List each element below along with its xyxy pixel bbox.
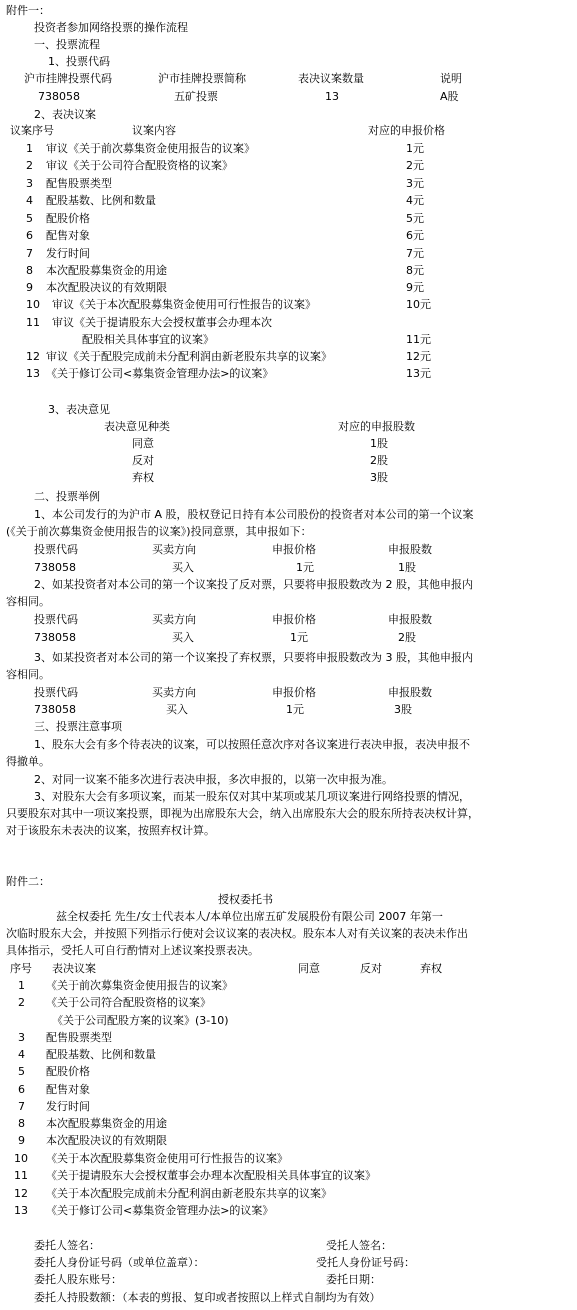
header-vote-code: 沪市挂牌投票代码 [24, 72, 112, 85]
proxy-proposal: 《关于修订公司<募集资金管理办法>的议案》 [46, 1204, 274, 1217]
note1-text: 1、股东大会有多个待表决的议案，可以按照任意次序对各议案进行表决申报，表决申报不 [34, 738, 470, 751]
note3-text-continued: 对于该股东未表决的议案，按照弃权计算。 [6, 824, 215, 837]
cell-price: 1元 [286, 703, 304, 716]
header-vote-code: 投票代码 [34, 543, 78, 556]
proxy-paragraph-continued: 次临时股东大会，并按照下列指示行使对会议议案的表决权。股东本人对有关议案的表决未作出 [6, 927, 468, 940]
opinion-shares: 1股 [370, 437, 388, 450]
proposal-no: 13 [26, 367, 40, 380]
proxy-no: 9 [18, 1134, 25, 1147]
principal-account-label: 委托人股东账号： [34, 1273, 122, 1286]
header-shares: 申报股数 [388, 543, 432, 556]
proxy-title: 授权委托书 [218, 893, 273, 906]
proposal-content: 配售对象 [46, 229, 90, 242]
proxy-no: 10 [14, 1152, 28, 1165]
proposal-price: 1元 [406, 142, 424, 155]
proposal-no: 1 [26, 142, 33, 155]
header-proposal: 表决议案 [52, 962, 96, 975]
proxy-proposal: 发行时间 [46, 1100, 90, 1113]
proposal-no: 11 [26, 316, 40, 329]
cell-shares: 3股 [394, 703, 412, 716]
opinion-type: 反对 [132, 454, 154, 467]
proposal-content: 审议《关于本次配股募集资金使用可行性报告的议案》 [52, 298, 316, 311]
header-proposal-content: 议案内容 [132, 124, 176, 137]
header-price: 申报价格 [272, 543, 316, 556]
cell-price: 1元 [296, 561, 314, 574]
proposal-content: 审议《关于提请股东大会授权董事会办理本次 [52, 316, 272, 329]
agent-signature-label: 受托人签名： [326, 1239, 392, 1252]
header-approve: 同意 [298, 962, 320, 975]
proxy-no: 6 [18, 1083, 25, 1096]
opinion-shares: 3股 [370, 471, 388, 484]
agent-id-label: 受托人身份证号码： [316, 1256, 415, 1269]
proposal-price: 7元 [406, 247, 424, 260]
proxy-proposal: 《关于前次募集资金使用报告的议案》 [46, 979, 233, 992]
proposal-content: 本次配股决议的有效期限 [46, 281, 167, 294]
header-vote-code: 投票代码 [34, 686, 78, 699]
header-proposal-no: 议案序号 [10, 124, 54, 137]
proxy-proposal: 《关于公司符合配股资格的议案》 [46, 996, 211, 1009]
proposal-content: 本次配股募集资金的用途 [46, 264, 167, 277]
proposal-no: 7 [26, 247, 33, 260]
proxy-no: 2 [18, 996, 25, 1009]
shareholding-note: 委托人持股数额：（本表的剪报、复印或者按照以上样式自制均为有效） [34, 1291, 381, 1304]
vote-code-value: 738058 [38, 90, 80, 103]
section3-heading: 三、投票注意事项 [34, 720, 122, 733]
proxy-date-label: 委托日期： [326, 1273, 381, 1286]
proxy-no: 11 [14, 1169, 28, 1182]
cell-shares: 1股 [398, 561, 416, 574]
attachment1-title: 投资者参加网络投票的操作流程 [34, 21, 188, 34]
proxy-proposal: 《关于公司配股方案的议案》(3-10) [52, 1014, 229, 1027]
cell-direction: 买入 [172, 561, 194, 574]
note1-text-continued: 得撤单。 [6, 755, 50, 768]
example1-text: 1、本公司发行的为沪市 A 股，股权登记日持有本公司股份的投资者对本公司的第一个议案 [34, 508, 474, 521]
subsection-proposals: 2、表决议案 [34, 108, 96, 121]
vote-short-name-value: 五矿投票 [174, 90, 218, 103]
principal-id-label: 委托人身份证号码（或单位盖章）： [34, 1256, 205, 1269]
proxy-paragraph: 兹全权委托 先生/女士代表本人/本单位出席五矿发展股份有限公司 2007 年第一 [56, 910, 443, 923]
proposal-no: 4 [26, 194, 33, 207]
proposal-content: 配股价格 [46, 212, 90, 225]
header-vote-code: 投票代码 [34, 613, 78, 626]
proxy-no: 8 [18, 1117, 25, 1130]
proxy-proposal: 配售对象 [46, 1083, 90, 1096]
header-vote-short-name: 沪市挂牌投票简称 [158, 72, 246, 85]
header-direction: 买卖方向 [152, 613, 196, 626]
cell-shares: 2股 [398, 631, 416, 644]
attachment2-heading: 附件二： [6, 875, 50, 888]
cell-price: 1元 [290, 631, 308, 644]
section2-heading: 二、投票举例 [34, 490, 100, 503]
opinion-type: 弃权 [132, 471, 154, 484]
proposal-price: 3元 [406, 177, 424, 190]
proposal-no: 5 [26, 212, 33, 225]
principal-signature-label: 委托人签名： [34, 1239, 100, 1252]
proxy-proposal: 本次配股决议的有效期限 [46, 1134, 167, 1147]
cell-vote-code: 738058 [34, 561, 76, 574]
proposal-price: 4元 [406, 194, 424, 207]
proposal-content: 《关于修订公司<募集资金管理办法>的议案》 [46, 367, 274, 380]
header-proposal-count: 表决议案数量 [298, 72, 364, 85]
proxy-no: 3 [18, 1031, 25, 1044]
attachment1-heading: 附件一： [6, 4, 50, 17]
proxy-proposal: 配股价格 [46, 1065, 90, 1078]
proposal-price: 5元 [406, 212, 424, 225]
header-direction: 买卖方向 [152, 543, 196, 556]
header-oppose: 反对 [360, 962, 382, 975]
proxy-proposal: 配股基数、比例和数量 [46, 1048, 156, 1061]
proxy-no: 1 [18, 979, 25, 992]
proposal-count-value: 13 [325, 90, 339, 103]
proxy-no: 7 [18, 1100, 25, 1113]
header-direction: 买卖方向 [152, 686, 196, 699]
example2-text: 2、如某投资者对本公司的第一个议案投了反对票，只要将申报股数改为 2 股，其他申报内 [34, 578, 473, 591]
proposal-price: 2元 [406, 159, 424, 172]
header-abstain: 弃权 [420, 962, 442, 975]
subsection-opinions: 3、表决意见 [48, 403, 110, 416]
note3-text: 3、对股东大会有多项议案，而某一股东仅对其中某项或某几项议案进行网络投票的情况， [34, 790, 470, 803]
proposal-price: 9元 [406, 281, 424, 294]
subsection-vote-code: 1、投票代码 [48, 55, 110, 68]
proposal-content-continued: 配股相关具体事宜的议案》 [82, 333, 214, 346]
proposal-no: 12 [26, 350, 40, 363]
proposal-content: 发行时间 [46, 247, 90, 260]
proxy-no: 5 [18, 1065, 25, 1078]
header-price: 申报价格 [272, 613, 316, 626]
cell-vote-code: 738058 [34, 703, 76, 716]
proposal-no: 2 [26, 159, 33, 172]
proxy-proposal: 配售股票类型 [46, 1031, 112, 1044]
header-price: 对应的申报价格 [368, 124, 445, 137]
cell-direction: 买入 [172, 631, 194, 644]
opinion-type: 同意 [132, 437, 154, 450]
proxy-proposal: 《关于本次配股募集资金使用可行性报告的议案》 [46, 1152, 288, 1165]
proposal-no: 10 [26, 298, 40, 311]
proposal-no: 6 [26, 229, 33, 242]
opinion-shares: 2股 [370, 454, 388, 467]
proxy-proposal: 《关于提请股东大会授权董事会办理本次配股相关具体事宜的议案》 [46, 1169, 376, 1182]
description-value: A股 [440, 90, 459, 103]
proxy-no: 4 [18, 1048, 25, 1061]
proposal-price: 10元 [406, 298, 431, 311]
proposal-no: 9 [26, 281, 33, 294]
header-opinion-type: 表决意见种类 [104, 420, 170, 433]
proposal-content: 审议《关于配股完成前未分配利润由新老股东共享的议案》 [46, 350, 332, 363]
header-shares: 申报股数 [388, 686, 432, 699]
proposal-content: 审议《关于前次募集资金使用报告的议案》 [46, 142, 255, 155]
proxy-proposal: 本次配股募集资金的用途 [46, 1117, 167, 1130]
proposal-price: 6元 [406, 229, 424, 242]
proposal-price: 13元 [406, 367, 431, 380]
proxy-no: 12 [14, 1187, 28, 1200]
proposal-price: 11元 [406, 333, 431, 346]
note3-text-continued: 只要股东对其中一项议案投票，即视为出席股东大会，纳入出席股东大会的股东所持表决权计算， [6, 807, 479, 820]
cell-vote-code: 738058 [34, 631, 76, 644]
proposal-no: 8 [26, 264, 33, 277]
proposal-content: 配股基数、比例和数量 [46, 194, 156, 207]
proposal-no: 3 [26, 177, 33, 190]
proxy-no: 13 [14, 1204, 28, 1217]
proxy-proposal: 《关于本次配股完成前未分配利润由新老股东共享的议案》 [46, 1187, 332, 1200]
header-price: 申报价格 [272, 686, 316, 699]
proposal-content: 配售股票类型 [46, 177, 112, 190]
header-opinion-shares: 对应的申报股数 [338, 420, 415, 433]
proposal-content: 审议《关于公司符合配股资格的议案》 [46, 159, 233, 172]
example2-text-continued: 容相同。 [6, 595, 50, 608]
proposal-price: 12元 [406, 350, 431, 363]
section1-heading: 一、投票流程 [34, 38, 100, 51]
proxy-paragraph-continued: 具体指示，受托人可自行酌情对上述议案投票表决。 [6, 944, 259, 957]
proposal-price: 8元 [406, 264, 424, 277]
header-shares: 申报股数 [388, 613, 432, 626]
header-no: 序号 [10, 962, 32, 975]
example3-text: 3、如某投资者对本公司的第一个议案投了弃权票，只要将申报股数改为 3 股，其他申报内 [34, 651, 473, 664]
example3-text-continued: 容相同。 [6, 668, 50, 681]
example1-text-continued: (《关于前次募集资金使用报告的议案》)投同意票，其申报如下： [6, 525, 312, 538]
cell-direction: 买入 [166, 703, 188, 716]
header-description: 说明 [440, 72, 462, 85]
note2-text: 2、对同一议案不能多次进行表决申报，多次申报的，以第一次申报为准。 [34, 773, 393, 786]
